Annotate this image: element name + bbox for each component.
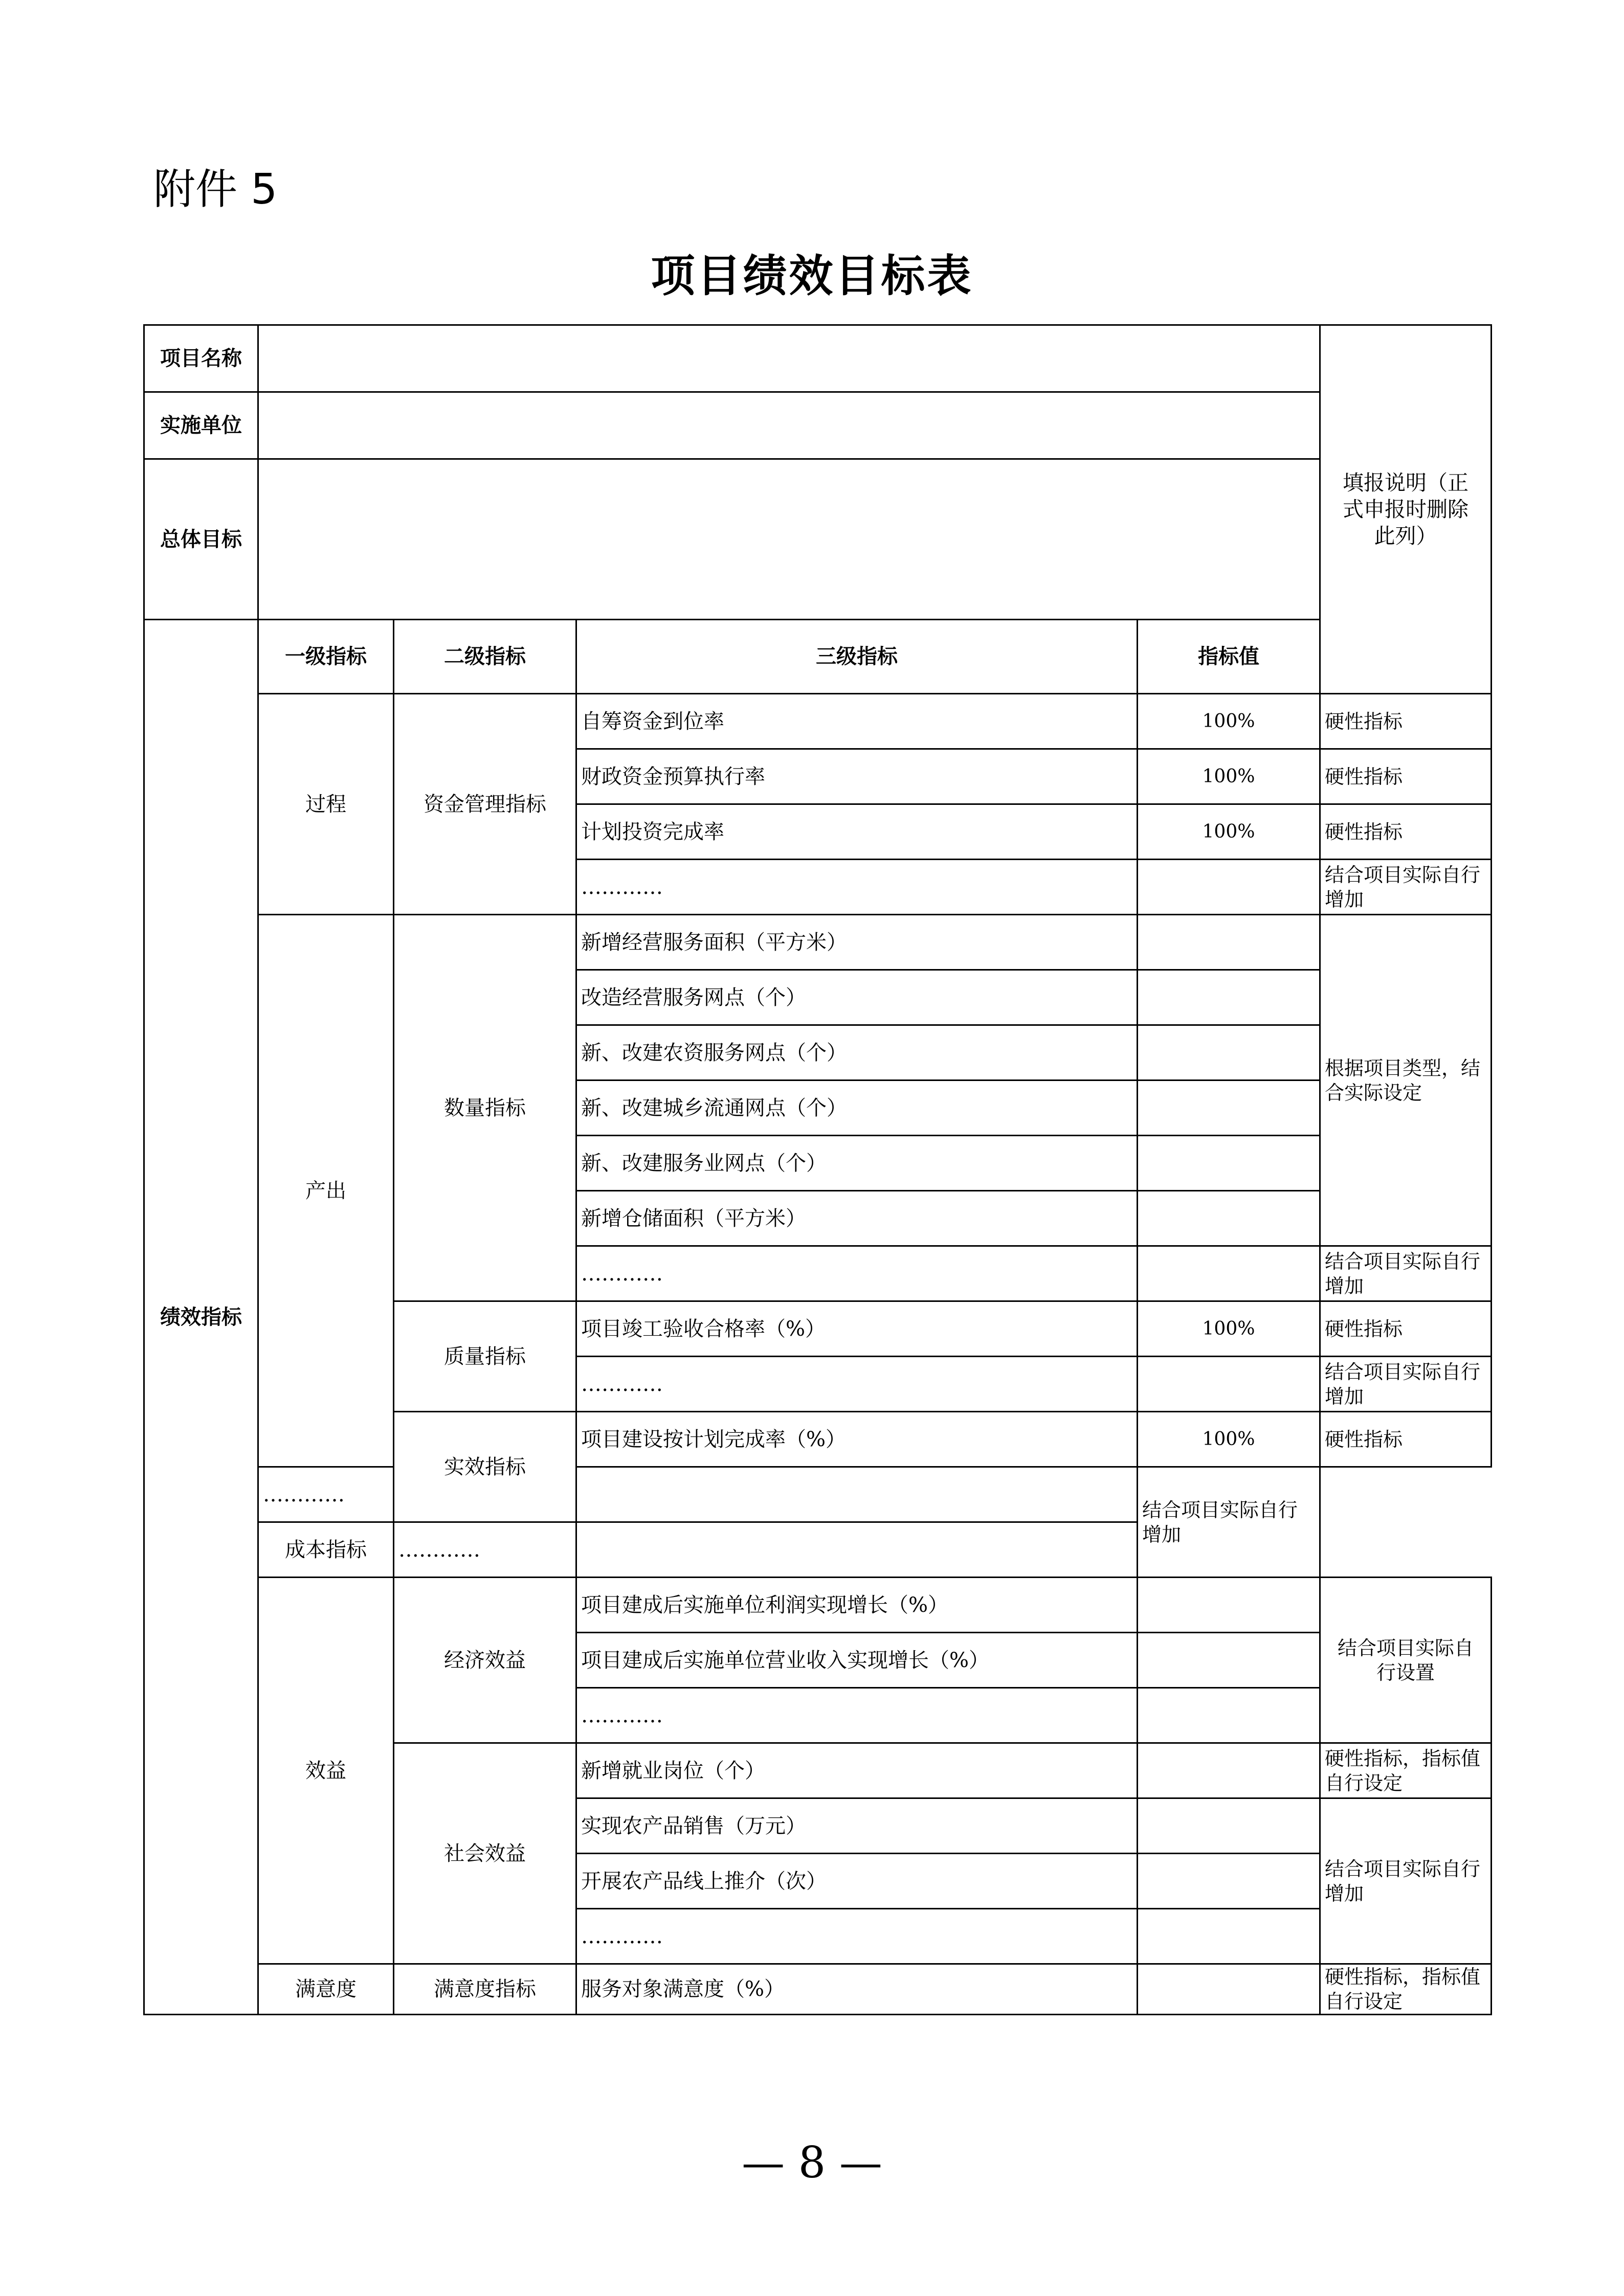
row-project-name — [144, 325, 1492, 392]
row-note: 结合项目实际自行增加 — [1320, 1357, 1492, 1412]
level3-indicator: 实现农产品销售（万元） — [576, 1798, 1138, 1854]
fill-instructions: 填报说明（正式申报时删除此列） — [1320, 325, 1492, 694]
indicator-value[interactable] — [1138, 1191, 1320, 1246]
level3-indicator: 开展农产品线上推介（次） — [576, 1854, 1138, 1909]
implementing-unit-label: 实施单位 — [144, 392, 258, 459]
level3-indicator: ………… — [576, 1246, 1138, 1301]
table-row — [144, 694, 1492, 749]
level3-indicator: ………… — [576, 1688, 1138, 1743]
level2-quality: 质量指标 — [394, 1301, 576, 1412]
indicator-value[interactable] — [1138, 860, 1320, 915]
attachment-label: 附件 5 — [153, 165, 278, 214]
level2-satisfaction: 满意度指标 — [394, 1964, 576, 2015]
indicator-value[interactable] — [1138, 1854, 1320, 1909]
level3-indicator: 改造经营服务网点（个） — [576, 970, 1138, 1025]
level3-indicator: 自筹资金到位率 — [576, 694, 1138, 749]
page-title: 项目绩效目标表 — [651, 250, 973, 302]
row-overall-goal — [144, 459, 1492, 620]
table-row — [144, 1578, 1492, 1633]
page-number: — 8 — — [742, 2137, 882, 2188]
level3-indicator: 新增仓储面积（平方米） — [576, 1191, 1138, 1246]
table-row — [144, 1964, 1492, 2015]
col-level1-header: 一级指标 — [258, 620, 394, 694]
row-note: 硬性指标 — [1320, 804, 1492, 860]
level3-indicator: 新、改建农资服务网点（个） — [576, 1025, 1138, 1081]
row-note: 结合项目实际自行增加 — [1138, 1467, 1320, 1578]
table-row — [144, 1467, 1492, 1522]
level2-funds: 资金管理指标 — [394, 694, 576, 915]
level2-quantity: 数量指标 — [394, 915, 576, 1301]
level3-indicator: 新、改建服务业网点（个） — [576, 1136, 1138, 1191]
indicator-value[interactable] — [1138, 1909, 1320, 1964]
level3-indicator: 新增就业岗位（个） — [576, 1743, 1138, 1798]
level3-indicator: ………… — [576, 1909, 1138, 1964]
level1-output: 产出 — [258, 915, 394, 1467]
performance-indicators-label: 绩效指标 — [144, 620, 258, 2015]
level1-satisfaction: 满意度 — [258, 1964, 394, 2015]
implementing-unit-cell[interactable] — [258, 392, 1320, 459]
level3-indicator: ………… — [394, 1522, 576, 1578]
level2-social: 社会效益 — [394, 1743, 576, 1964]
project-name-cell[interactable] — [258, 325, 1320, 392]
indicator-value[interactable] — [1138, 1964, 1320, 2015]
level3-indicator: 项目建设按计划完成率（%） — [576, 1412, 1138, 1467]
level3-indicator: 项目竣工验收合格率（%） — [576, 1301, 1138, 1357]
row-implementing-unit — [144, 392, 1492, 459]
indicator-value[interactable] — [1138, 970, 1320, 1025]
level3-indicator: 项目建成后实施单位利润实现增长（%） — [576, 1578, 1138, 1633]
column-header-row — [144, 620, 1492, 694]
level2-cost: 成本指标 — [258, 1522, 394, 1578]
indicator-value[interactable] — [1138, 1578, 1320, 1633]
indicator-value[interactable] — [1138, 1136, 1320, 1191]
level3-indicator: 新、改建城乡流通网点（个） — [576, 1081, 1138, 1136]
row-note: 结合项目实际自行增加 — [1320, 1246, 1492, 1301]
row-note: 结合项目实际自行增加 — [1320, 1798, 1492, 1964]
row-note: 硬性指标 — [1320, 694, 1492, 749]
indicator-value[interactable] — [1138, 1246, 1320, 1301]
indicator-value[interactable] — [576, 1467, 1138, 1522]
indicator-value[interactable]: 100% — [1138, 804, 1320, 860]
col-value-header: 指标值 — [1138, 620, 1320, 694]
project-name-label: 项目名称 — [144, 325, 258, 392]
overall-goal-cell[interactable] — [258, 459, 1320, 620]
level3-indicator: 服务对象满意度（%） — [576, 1964, 1138, 2015]
indicator-value[interactable] — [1138, 915, 1320, 970]
indicator-value[interactable] — [1138, 1688, 1320, 1743]
col-level3-header: 三级指标 — [576, 620, 1138, 694]
indicator-value[interactable] — [1138, 1357, 1320, 1412]
row-note: 结合项目实际自行增加 — [1320, 860, 1492, 915]
level1-benefit: 效益 — [258, 1578, 394, 1964]
col-level2-header: 二级指标 — [394, 620, 576, 694]
table-row — [144, 915, 1492, 970]
indicator-value[interactable] — [1138, 1025, 1320, 1081]
level3-indicator: 计划投资完成率 — [576, 804, 1138, 860]
level3-indicator: 财政资金预算执行率 — [576, 749, 1138, 804]
level1-process: 过程 — [258, 694, 394, 915]
row-note: 结合项目实际自行设置 — [1320, 1578, 1492, 1743]
indicator-value[interactable]: 100% — [1138, 694, 1320, 749]
indicator-value[interactable] — [1138, 1798, 1320, 1854]
level2-economic: 经济效益 — [394, 1578, 576, 1743]
level3-indicator: ………… — [258, 1467, 394, 1522]
level3-indicator: 新增经营服务面积（平方米） — [576, 915, 1138, 970]
indicator-value[interactable] — [1138, 1081, 1320, 1136]
indicator-value[interactable] — [1138, 1743, 1320, 1798]
indicator-value[interactable]: 100% — [1138, 1412, 1320, 1467]
indicator-value[interactable]: 100% — [1138, 749, 1320, 804]
level2-effect: 实效指标 — [394, 1412, 576, 1522]
indicator-value[interactable] — [1138, 1633, 1320, 1688]
level3-indicator: 项目建成后实施单位营业收入实现增长（%） — [576, 1633, 1138, 1688]
row-note: 硬性指标，指标值自行设定 — [1320, 1964, 1492, 2015]
performance-target-table — [143, 324, 1492, 2015]
row-note: 硬性指标 — [1320, 1412, 1492, 1467]
indicator-value[interactable]: 100% — [1138, 1301, 1320, 1357]
row-note: 硬性指标 — [1320, 749, 1492, 804]
row-note: 硬性指标，指标值自行设定 — [1320, 1743, 1492, 1798]
level3-indicator: ………… — [576, 1357, 1138, 1412]
overall-goal-label: 总体目标 — [144, 459, 258, 620]
row-note: 硬性指标 — [1320, 1301, 1492, 1357]
row-note: 根据项目类型，结合实际设定 — [1320, 915, 1492, 1246]
indicator-value[interactable] — [576, 1522, 1138, 1578]
level3-indicator: ………… — [576, 860, 1138, 915]
